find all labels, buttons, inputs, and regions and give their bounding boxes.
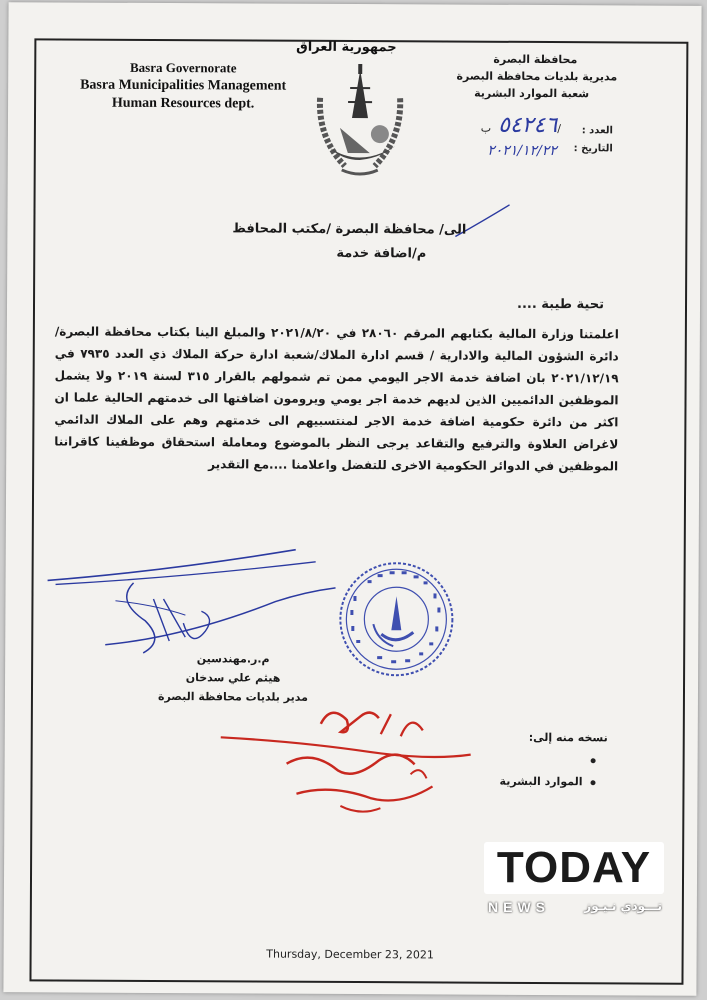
subject-line: م/اضافة خدمة: [336, 245, 427, 262]
footer-date: Thursday, December 23, 2021: [266, 947, 434, 962]
reference-block: [393, 100, 613, 161]
copies-heading: نسخه منه إلى:: [528, 730, 608, 745]
addressee-to: الى/ محافظة البصرة /مكتب المحافظ: [232, 221, 467, 238]
arabic-header: [417, 50, 617, 102]
addressee-block: [232, 217, 466, 266]
letter-body: اعلمتنا وزارة المالية بكتابهم المرقم ٢٨٠٦٠ في ٢٠٢١/٨/٢٠ والمبلغ الينا بكتاب محافظة البصرة/ دائرة الشؤون المالية والادارية / قسم ادارة الملاك/شعبة ادارة حركة الملاك ذي العدد ٧٩٣٥ في ٢٠٢١/١٢/١٩ بان اضافة خدمة الاجر اليومي ممن تم شمولهم بالقرار ٣١٥ لسنة ٢٠١٩ ولا يشمل الموظفين الدائميين الذين لديهم خدمة اجر يومي ويرومون اضافتها الى خدمتهم الحالية علما ان اكثر من دائرة حكومية اضافة خدمة الاجر لمنتسبيهم الى خدمتهم وهم على الملاك الدائمي لاغراض العلاوة والترفيع والتقاعد يرجى النظر بالموضوع ومعاملة استحقاق موظفينا كاقراننا الموظفين في الدوائر الحكومية الاخرى للتفضل واعلامنا ....مع التقدير: [54, 324, 619, 474]
arabic-header-line-3: شعبة الموارد البشرية: [474, 86, 590, 101]
date-handwritten: ٢٠٢١/١٢/٢٢: [487, 142, 557, 160]
ref-number-value: ٥٤٢٤٦: [498, 112, 558, 139]
english-header-line-1: Basra Governorate: [129, 59, 237, 76]
english-header-line-2: Basra Municipalities Management: [80, 77, 287, 94]
bullet-icon: [591, 758, 596, 763]
signatory-name: هيثم علي سدخان: [185, 671, 281, 685]
copies-item-2: [407, 770, 607, 793]
today-arabic-label: تـــودي نـيـوز: [584, 899, 662, 913]
copies-section: [407, 726, 607, 793]
ref-number-handwritten: [481, 113, 561, 138]
republic-title: جمهورية العراق: [296, 39, 397, 56]
bullet-icon: [591, 780, 596, 785]
signatory-title: م.ر.مهندسين: [196, 652, 270, 666]
today-news-watermark: [484, 842, 664, 924]
today-brand-logo: TODAY: [484, 842, 664, 894]
english-header: [78, 59, 288, 114]
greeting: تحية طيبة ....: [516, 296, 605, 313]
date-label: التاريخ :: [573, 143, 613, 155]
ref-number-prefix: ب/: [480, 121, 561, 136]
english-header-line-3: Human Resources dept.: [111, 95, 255, 112]
arabic-header-line-1: محافظة البصرة: [493, 52, 578, 67]
copies-item-1: [408, 748, 608, 771]
official-stamp: [337, 560, 456, 679]
today-subline: [484, 899, 664, 919]
copies-item-2-label: الموارد البشرية: [499, 774, 583, 789]
arabic-header-line-2: مديرية بلديات محافظة البصرة: [456, 69, 618, 84]
today-news-label: NEWS: [488, 899, 550, 915]
signatory-position: مدير بلديات محافظة البصرة: [157, 689, 308, 704]
ref-number-label: العدد :: [581, 125, 613, 137]
